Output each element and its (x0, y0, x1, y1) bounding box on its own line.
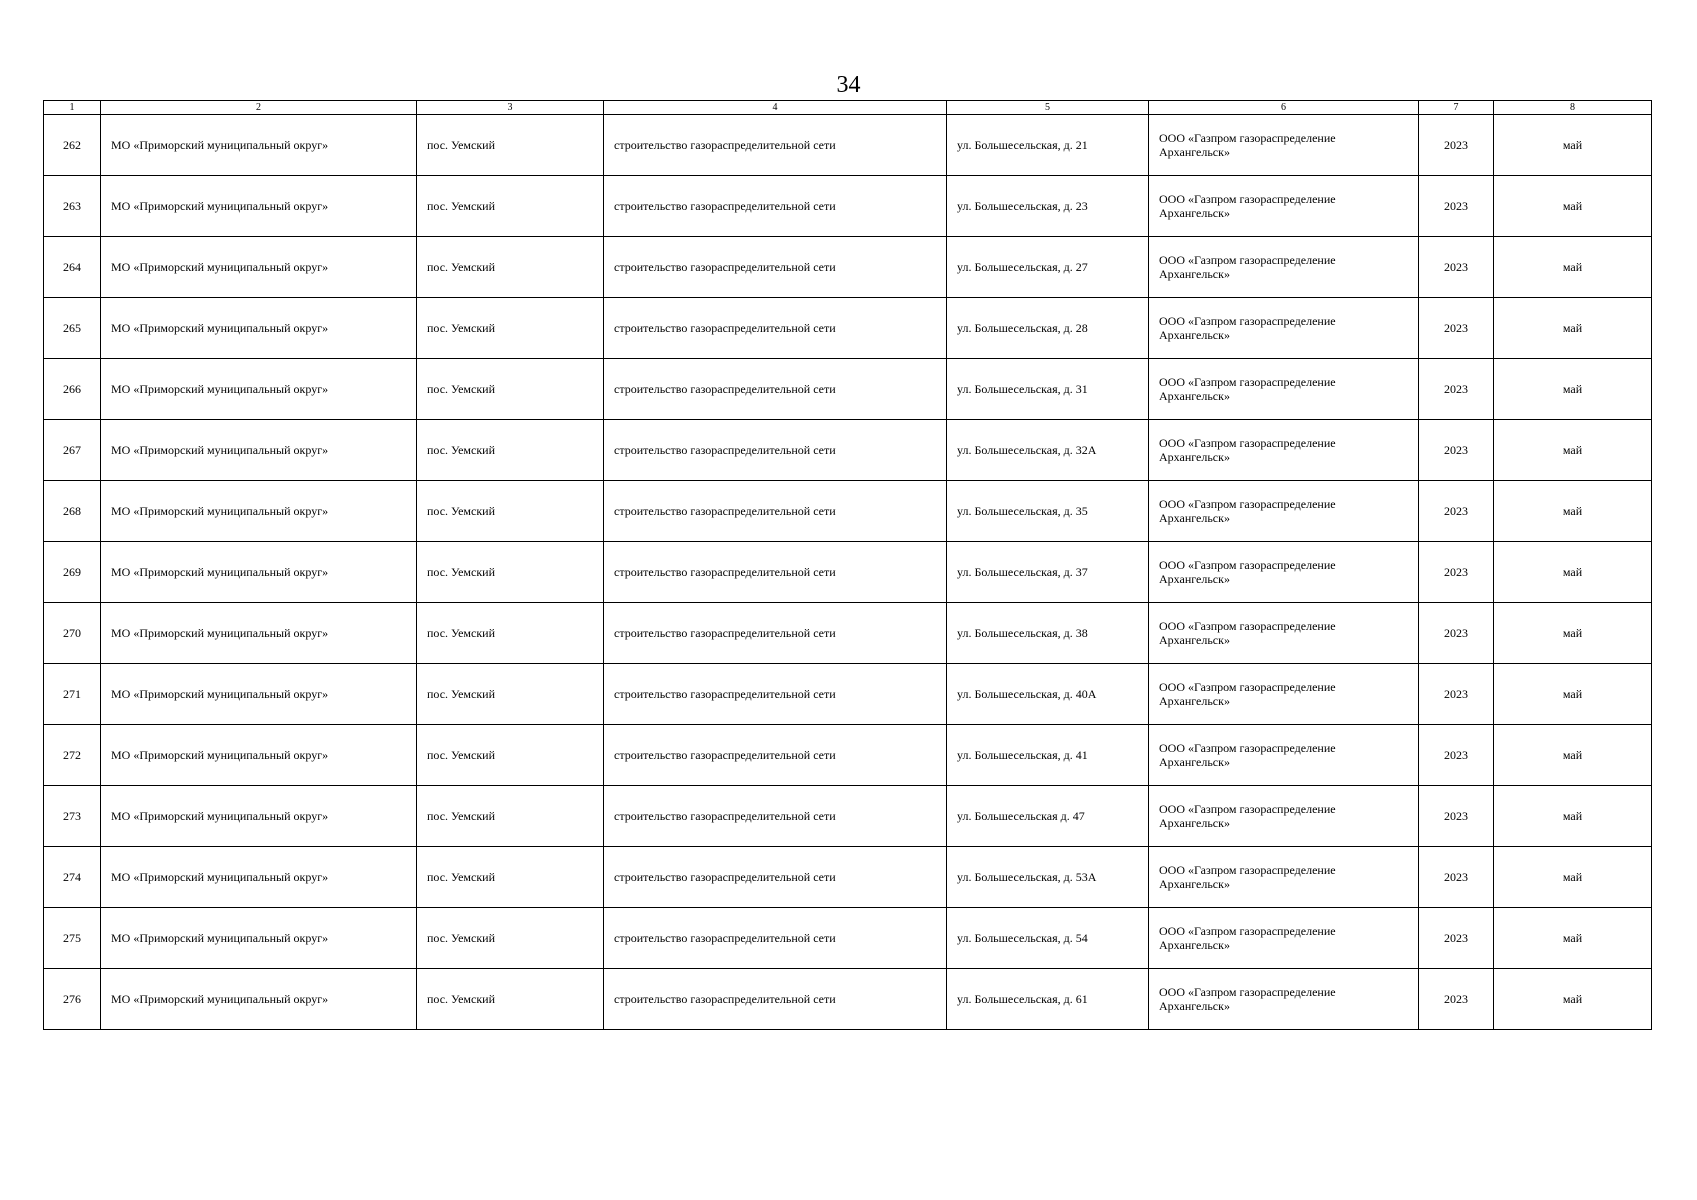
table-body (44, 115, 1652, 1030)
month-cell: май (1494, 481, 1652, 542)
settlement-cell: пос. Уемский (417, 542, 604, 603)
organization-line: ООО «Газпром газораспределение (1159, 741, 1336, 755)
year-cell: 2023 (1419, 298, 1494, 359)
address-cell: ул. Большесельская, д. 28 (947, 298, 1149, 359)
address-cell: ул. Большесельская, д. 40А (947, 664, 1149, 725)
address-cell: ул. Большесельская, д. 37 (947, 542, 1149, 603)
organization-line: ООО «Газпром газораспределение (1159, 558, 1336, 572)
settlement-cell: пос. Уемский (417, 664, 604, 725)
year-cell: 2023 (1419, 176, 1494, 237)
organization-line: Архангельск» (1159, 572, 1230, 586)
settlement-cell: пос. Уемский (417, 481, 604, 542)
year-cell: 2023 (1419, 847, 1494, 908)
month-cell: май (1494, 115, 1652, 176)
work-type-cell: строительство газораспределительной сети (604, 786, 947, 847)
organization-line: Архангельск» (1159, 389, 1230, 403)
row-number-cell: 275 (44, 908, 101, 969)
organization-line: ООО «Газпром газораспределение (1159, 436, 1336, 450)
table-row (44, 786, 1652, 847)
work-type-cell: строительство газораспределительной сети (604, 115, 947, 176)
month-cell: май (1494, 420, 1652, 481)
address-cell: ул. Большесельская, д. 27 (947, 237, 1149, 298)
organization-line: Архангельск» (1159, 694, 1230, 708)
address-cell: ул. Большесельская, д. 54 (947, 908, 1149, 969)
row-number-cell: 263 (44, 176, 101, 237)
address-cell: ул. Большесельская, д. 21 (947, 115, 1149, 176)
work-type-cell: строительство газораспределительной сети (604, 969, 947, 1030)
table-row (44, 847, 1652, 908)
row-number-cell: 268 (44, 481, 101, 542)
work-type-cell: строительство газораспределительной сети (604, 603, 947, 664)
row-number-cell: 270 (44, 603, 101, 664)
month-cell: май (1494, 969, 1652, 1030)
municipality-cell: МО «Приморский муниципальный округ» (101, 237, 417, 298)
organization-cell (1149, 481, 1419, 542)
month-cell: май (1494, 298, 1652, 359)
year-cell: 2023 (1419, 603, 1494, 664)
row-number-cell: 276 (44, 969, 101, 1030)
year-cell: 2023 (1419, 664, 1494, 725)
organization-cell (1149, 115, 1419, 176)
organization-line: ООО «Газпром газораспределение (1159, 680, 1336, 694)
table-row (44, 420, 1652, 481)
organization-line: Архангельск» (1159, 755, 1230, 769)
organization-line: Архангельск» (1159, 877, 1230, 891)
settlement-cell: пос. Уемский (417, 969, 604, 1030)
row-number-cell: 272 (44, 725, 101, 786)
address-cell: ул. Большесельская, д. 53А (947, 847, 1149, 908)
organization-cell (1149, 176, 1419, 237)
organization-cell (1149, 237, 1419, 298)
page-number: 34 (836, 72, 861, 98)
year-cell: 2023 (1419, 786, 1494, 847)
month-cell: май (1494, 725, 1652, 786)
municipality-cell: МО «Приморский муниципальный округ» (101, 725, 417, 786)
organization-line: Архангельск» (1159, 511, 1230, 525)
address-cell: ул. Большесельская, д. 41 (947, 725, 1149, 786)
work-type-cell: строительство газораспределительной сети (604, 298, 947, 359)
work-type-cell: строительство газораспределительной сети (604, 481, 947, 542)
column-header: 5 (947, 101, 1149, 115)
organization-cell (1149, 420, 1419, 481)
organization-line: ООО «Газпром газораспределение (1159, 192, 1336, 206)
table-row (44, 298, 1652, 359)
column-header: 1 (44, 101, 101, 115)
column-number-row (44, 101, 1652, 115)
year-cell: 2023 (1419, 725, 1494, 786)
year-cell: 2023 (1419, 359, 1494, 420)
column-header: 4 (604, 101, 947, 115)
work-type-cell: строительство газораспределительной сети (604, 908, 947, 969)
organization-cell (1149, 969, 1419, 1030)
address-cell: ул. Большесельская, д. 38 (947, 603, 1149, 664)
settlement-cell: пос. Уемский (417, 603, 604, 664)
organization-cell (1149, 847, 1419, 908)
organization-line: Архангельск» (1159, 328, 1230, 342)
organization-cell (1149, 298, 1419, 359)
settlement-cell: пос. Уемский (417, 359, 604, 420)
row-number-cell: 274 (44, 847, 101, 908)
organization-line: Архангельск» (1159, 267, 1230, 281)
settlement-cell: пос. Уемский (417, 237, 604, 298)
address-cell: ул. Большесельская, д. 35 (947, 481, 1149, 542)
organization-line: ООО «Газпром газораспределение (1159, 985, 1336, 999)
organization-line: Архангельск» (1159, 938, 1230, 952)
work-type-cell: строительство газораспределительной сети (604, 664, 947, 725)
municipality-cell: МО «Приморский муниципальный округ» (101, 359, 417, 420)
organization-cell (1149, 786, 1419, 847)
year-cell: 2023 (1419, 542, 1494, 603)
organization-line: ООО «Газпром газораспределение (1159, 497, 1336, 511)
settlement-cell: пос. Уемский (417, 176, 604, 237)
table-row (44, 115, 1652, 176)
municipality-cell: МО «Приморский муниципальный округ» (101, 969, 417, 1030)
month-cell: май (1494, 908, 1652, 969)
column-header: 7 (1419, 101, 1494, 115)
organization-cell (1149, 359, 1419, 420)
work-type-cell: строительство газораспределительной сети (604, 237, 947, 298)
work-type-cell: строительство газораспределительной сети (604, 420, 947, 481)
month-cell: май (1494, 786, 1652, 847)
table-row (44, 664, 1652, 725)
organization-line: Архангельск» (1159, 999, 1230, 1013)
settlement-cell: пос. Уемский (417, 908, 604, 969)
table-row (44, 969, 1652, 1030)
organization-line: Архангельск» (1159, 206, 1230, 220)
municipality-cell: МО «Приморский муниципальный округ» (101, 115, 417, 176)
organization-line: Архангельск» (1159, 145, 1230, 159)
organization-line: ООО «Газпром газораспределение (1159, 375, 1336, 389)
work-type-cell: строительство газораспределительной сети (604, 725, 947, 786)
year-cell: 2023 (1419, 115, 1494, 176)
organization-cell (1149, 908, 1419, 969)
settlement-cell: пос. Уемский (417, 298, 604, 359)
month-cell: май (1494, 847, 1652, 908)
month-cell: май (1494, 542, 1652, 603)
table-row (44, 603, 1652, 664)
municipality-cell: МО «Приморский муниципальный округ» (101, 481, 417, 542)
organization-line: ООО «Газпром газораспределение (1159, 924, 1336, 938)
work-type-cell: строительство газораспределительной сети (604, 176, 947, 237)
work-type-cell: строительство газораспределительной сети (604, 359, 947, 420)
organization-cell (1149, 542, 1419, 603)
table-row (44, 176, 1652, 237)
address-cell: ул. Большесельская, д. 32А (947, 420, 1149, 481)
organization-line: ООО «Газпром газораспределение (1159, 131, 1336, 145)
organization-line: ООО «Газпром газораспределение (1159, 802, 1336, 816)
organization-cell (1149, 603, 1419, 664)
municipality-cell: МО «Приморский муниципальный округ» (101, 542, 417, 603)
settlement-cell: пос. Уемский (417, 725, 604, 786)
organization-line: ООО «Газпром газораспределение (1159, 253, 1336, 267)
table-row (44, 542, 1652, 603)
row-number-cell: 271 (44, 664, 101, 725)
organization-line: Архангельск» (1159, 450, 1230, 464)
organization-line: ООО «Газпром газораспределение (1159, 314, 1336, 328)
table-row (44, 359, 1652, 420)
year-cell: 2023 (1419, 420, 1494, 481)
organization-cell (1149, 725, 1419, 786)
month-cell: май (1494, 359, 1652, 420)
column-header: 8 (1494, 101, 1652, 115)
address-cell: ул. Большесельская, д. 61 (947, 969, 1149, 1030)
year-cell: 2023 (1419, 969, 1494, 1030)
table-header (44, 101, 1652, 115)
column-header: 3 (417, 101, 604, 115)
row-number-cell: 264 (44, 237, 101, 298)
work-type-cell: строительство газораспределительной сети (604, 847, 947, 908)
table-row (44, 908, 1652, 969)
address-cell: ул. Большесельская, д. 31 (947, 359, 1149, 420)
month-cell: май (1494, 603, 1652, 664)
row-number-cell: 266 (44, 359, 101, 420)
organization-cell (1149, 664, 1419, 725)
column-header: 2 (101, 101, 417, 115)
municipality-cell: МО «Приморский муниципальный округ» (101, 176, 417, 237)
settlement-cell: пос. Уемский (417, 115, 604, 176)
column-header: 6 (1149, 101, 1419, 115)
row-number-cell: 265 (44, 298, 101, 359)
organization-line: ООО «Газпром газораспределение (1159, 619, 1336, 633)
table-row (44, 725, 1652, 786)
municipality-cell: МО «Приморский муниципальный округ» (101, 847, 417, 908)
row-number-cell: 262 (44, 115, 101, 176)
table-row (44, 237, 1652, 298)
municipality-cell: МО «Приморский муниципальный округ» (101, 298, 417, 359)
organization-line: Архангельск» (1159, 633, 1230, 647)
municipality-cell: МО «Приморский муниципальный округ» (101, 664, 417, 725)
settlement-cell: пос. Уемский (417, 420, 604, 481)
municipality-cell: МО «Приморский муниципальный округ» (101, 603, 417, 664)
municipality-cell: МО «Приморский муниципальный округ» (101, 420, 417, 481)
year-cell: 2023 (1419, 908, 1494, 969)
address-cell: ул. Большесельская, д. 23 (947, 176, 1149, 237)
municipality-cell: МО «Приморский муниципальный округ» (101, 908, 417, 969)
month-cell: май (1494, 237, 1652, 298)
address-cell: ул. Большесельская д. 47 (947, 786, 1149, 847)
month-cell: май (1494, 176, 1652, 237)
row-number-cell: 267 (44, 420, 101, 481)
municipality-cell: МО «Приморский муниципальный округ» (101, 786, 417, 847)
row-number-cell: 269 (44, 542, 101, 603)
organization-line: Архангельск» (1159, 816, 1230, 830)
year-cell: 2023 (1419, 237, 1494, 298)
month-cell: май (1494, 664, 1652, 725)
settlement-cell: пос. Уемский (417, 847, 604, 908)
registry-table (43, 100, 1652, 1030)
organization-line: ООО «Газпром газораспределение (1159, 863, 1336, 877)
row-number-cell: 273 (44, 786, 101, 847)
table-row (44, 481, 1652, 542)
settlement-cell: пос. Уемский (417, 786, 604, 847)
work-type-cell: строительство газораспределительной сети (604, 542, 947, 603)
year-cell: 2023 (1419, 481, 1494, 542)
